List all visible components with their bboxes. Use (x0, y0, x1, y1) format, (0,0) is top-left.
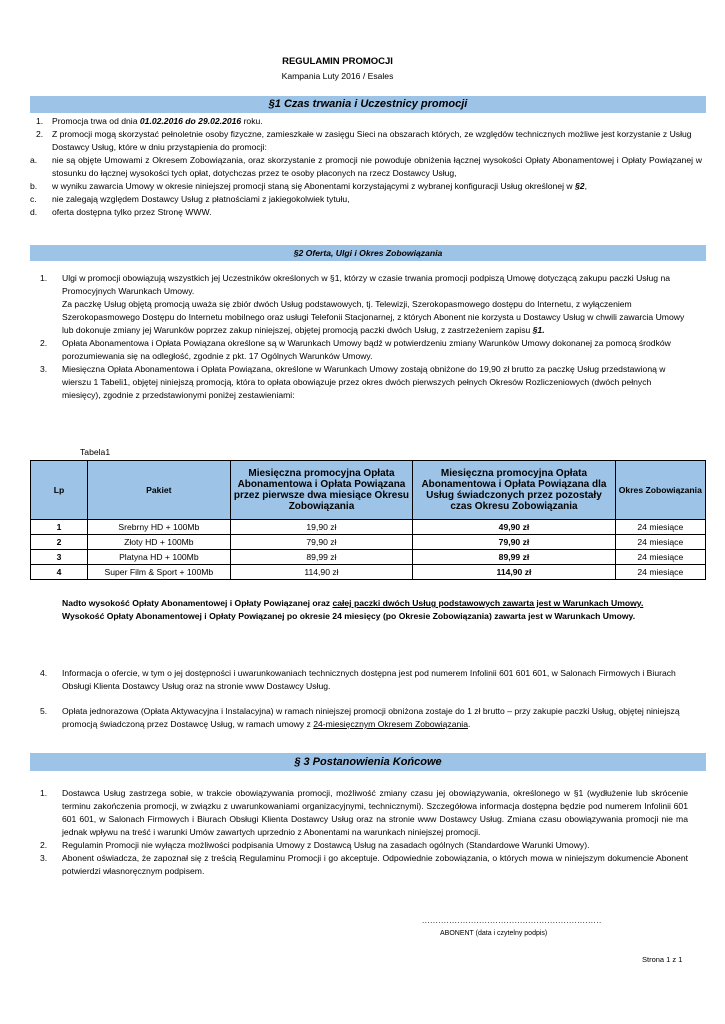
cell-period: 24 miesiące (615, 520, 705, 535)
cell-regular-price: 89,99 zł (413, 550, 615, 565)
table-caption: Tabela1 (80, 447, 111, 457)
cell-regular-price: 114,90 zł (413, 565, 615, 580)
table-header-row (31, 461, 706, 520)
section2-heading: §2 Oferta, Ulgi i Okres Zobowiązania (30, 245, 706, 261)
table-row (31, 535, 706, 550)
table-row (31, 550, 706, 565)
cell-regular-price: 49,90 zł (413, 520, 615, 535)
cell-promo-price: 89,99 zł (230, 550, 413, 565)
list-item: 1. Dostawca Usług zastrzega sobie, w trakcie obowiązywania promocji, możliwość zmiany czasu jej obowiązywania, określonego w §1 (wydłużenie lub skrócenie terminu zakończenia promocji, w związku z uwarunkowaniami organizacyjnymi, technicznymi). Szczegółowa informacja dostępna będzie pod numerem Infolinii 601 601 601, w Salonach Firmowych i Biurach Obsługi Klienta Dostawcy Usług oraz na stronie www Dostawcy Usług. Zmiana czasu obowiązywania promocji nie ma jednak wpływu na treść i warunki Umów zawartych uprzednio z Abonentami na warunkach niniejszej promocji. (40, 788, 688, 837)
list-item: d. oferta dostępna tylko przez Stronę WWW. (30, 207, 212, 217)
cell-promo-price: 79,90 zł (230, 535, 413, 550)
cell-lp: 3 (31, 550, 88, 565)
table-row (31, 520, 706, 535)
section2-list-cont (40, 667, 688, 731)
cell-pakiet: Platyna HD + 100Mb (88, 550, 231, 565)
cell-regular-price: 79,90 zł (413, 535, 615, 550)
section3-list (40, 787, 688, 878)
section1-list (30, 115, 702, 219)
list-item: 3. Abonent oświadcza, że zapoznał się z treścią Regulaminu Promocji i go akceptuje. Odpowiednie zobowiązania, o których mowa w niniejszym dokumencie Abonent potwierdzi własnoręcznym podpisem. (40, 853, 688, 876)
list-item: 5. Opłata jednorazowa (Opłata Aktywacyjna i Instalacyjna) w ramach niniejszej promocji obniżona zostaje do 1 zł brutto – przy zakupie paczki Usług, objętej niniejszą promocją świadczoną przez Dostawcę Usług, w ramach umowy z 24-miesięcznym Okresem Zobowiązania. (40, 706, 680, 729)
signature-label: ABONENT (data i czytelny podpis) (440, 930, 548, 937)
table-note: Nadto wysokość Opłaty Abonamentowej i Opłaty Powiązanej oraz całej paczki dwóch Usług podstawowych zawarta jest w Warunkach Umowy. Wysokość Opłaty Abonamentowej i Opłaty Powiązanej po okresie 24 miesięcy (po Okresie Zobowiązania) zawarta jest w Warunkach Umowy. (62, 598, 644, 621)
cell-promo-price: 19,90 zł (230, 520, 413, 535)
cell-lp: 4 (31, 565, 88, 580)
cell-period: 24 miesiące (615, 550, 705, 565)
offer-table (30, 460, 706, 580)
column-header: Miesięczna promocyjna Opłata Abonamentowa i Opłata Powiązana przez pierwsze dwa miesiące Okresu Zobowiązania (230, 461, 413, 520)
list-item: 3. Miesięczna Opłata Abonamentowa i Opłata Powiązana, określone w Warunkach Umowy zostają obniżone do 19,90 zł brutto za paczkę Usług przedstawioną w wierszu 1 Tabeli1, objętej niniejszą promocją, która to opłata obowiązuje przez okres dwóch pierwszych pełnych Okresów Rozliczeniowych (dwóch pełnych miesięcy), zgodnie z przedstawionymi poniżej zestawieniami: (40, 364, 666, 400)
list-item: 4. Informacja o ofercie, w tym o jej dostępności i uwarunkowaniach technicznych dostępna jest pod numerem Infolinii 601 601 601, w Salonach Firmowych i Biurach Obsługi Klienta Dostawcy Usług oraz na stronie www Dostawcy Usług. (40, 668, 676, 691)
list-item: 2. Z promocji mogą skorzystać pełnoletnie osoby fizyczne, zamieszkałe w zasięgu Sieci na obszarach których, ze względów technicznych możliwe jest korzystanie z Usług Dostawcy Usług, które w dniu przystąpienia do promocji: (36, 129, 692, 152)
cell-pakiet: Super Film & Sport + 100Mb (88, 565, 231, 580)
table-row (31, 565, 706, 580)
cell-lp: 2 (31, 535, 88, 550)
list-item: b. w wyniku zawarcia Umowy w okresie niniejszej promocji staną się Abonentami korzystającymi z wybranej konfiguracji Usług określonej w §2, (30, 181, 587, 191)
cell-pakiet: Złoty HD + 100Mb (88, 535, 231, 550)
list-item: c. nie zalegają względem Dostawcy Usług z płatnościami z jakiegokolwiek tytułu, (30, 194, 350, 204)
cell-lp: 1 (31, 520, 88, 535)
list-item: a. nie są objęte Umowami z Okresem Zobowiązania, oraz skorzystanie z promocji nie powoduje obniżenia łącznej wysokości Opłaty Abonamentowej i Opłaty Powiązanej w stosunku do łącznej wysokości tych opłat, dotychczas przez te osoby płaconych na rzecz Dostawcy Usług, (30, 155, 702, 178)
section3-heading: § 3 Postanowienia Końcowe (30, 753, 706, 771)
document-title: REGULAMIN PROMOCJI (282, 56, 393, 67)
page-number: Strona 1 z 1 (642, 955, 683, 964)
signature-line: .................................................................. (422, 916, 602, 925)
list-item: 1. Ulgi w promocji obowiązują wszystkich jej Uczestników określonych w §1, którzy w czasie trwania promocji podpiszą Umowę dotyczącą zakupu paczki Usług na Promocyjnych Warunkach Umowy. Za paczkę Usług objętą promocją uważa się zbiór dwóch Usług podstawowych, tj. Telewizji, Szerokopasmowego dostępu do Internetu, z wyłączeniem Szerokopasmowego Dostępu do Internetu mobilnego oraz usługi Telefonii Stacjonarnej, z których Abonent nie korzysta u Dostawcy Usług w chwili zawarcia Umowy lub dokonuje zmiany jej Warunków poprzez zakup niniejszej, objętej promocją paczki dwóch Usług, z zastrzeżeniem zapisu §1. (40, 273, 685, 335)
list-item: 2. Regulamin Promocji nie wyłącza możliwości podpisania Umowy z Dostawcą Usług na zasadach ogólnych (Standardowe Warunki Umowy). (40, 840, 590, 850)
cell-pakiet: Srebrny HD + 100Mb (88, 520, 231, 535)
section2-list (40, 272, 688, 402)
section1-heading: §1 Czas trwania i Uczestnicy promocji (30, 96, 706, 113)
column-header: Okres Zobowiązania (615, 461, 705, 520)
list-item: 2. Opłata Abonamentowa i Opłata Powiązana określone są w Warunkach Umowy bądź w potwierdzeniu zmiany Warunków Umowy dokonanej za pomocą środków porozumiewania się na odległość, zgodnie z pkt. 17 Ogólnych Warunków Umowy. (40, 338, 671, 361)
document-subtitle: Kampania Luty 2016 / Esales (281, 71, 394, 81)
column-header: Miesięczna promocyjna Opłata Abonamentowa i Opłata Powiązana dla Usług świadczonych przez pozostały czas Okresu Zobowiązania (413, 461, 615, 520)
cell-period: 24 miesiące (615, 535, 705, 550)
cell-promo-price: 114,90 zł (230, 565, 413, 580)
promo-dates: 01.02.2016 do 29.02.2016 (139, 116, 242, 126)
list-item: 1. Promocja trwa od dnia 01.02.2016 do 29.02.2016 roku. (36, 116, 263, 126)
column-header: Pakiet (88, 461, 231, 520)
cell-period: 24 miesiące (615, 565, 705, 580)
column-header: Lp (31, 461, 88, 520)
